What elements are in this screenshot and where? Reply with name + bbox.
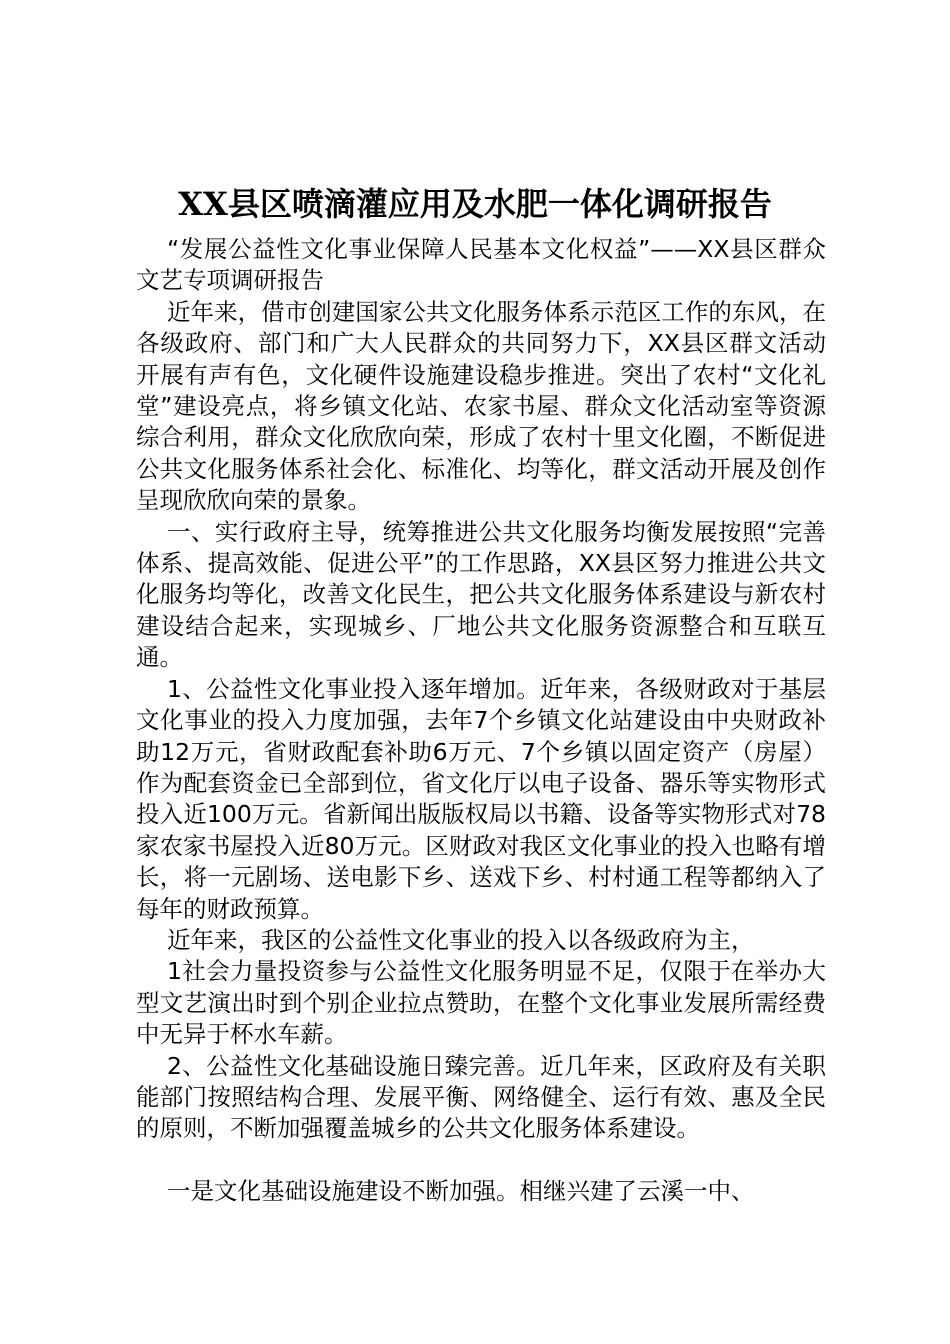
paragraph-investment: 近年来，我区的公益性文化事业的投入以各级政府为主，: [167, 925, 755, 954]
document-body: [136, 234, 826, 1207]
paragraph-intro: 近年来，借市创建国家公共文化服务体系示范区工作的东风，在各级政府、部门和广大人民群众的共同努力下，XX县区群文活动开展有声有色，文化硬件设施建设稳步推进。突出了农村“文化礼堂”建设亮点，将乡镇文化站、农家书屋、群众文化活动室等资源综合利用，群众文化欣欣向荣，形成了农村十里文化圈，不断促进公共文化服务体系社会化、标准化、均等化，群文活动开展及创作呈现欣欣向荣的景象。: [136, 297, 826, 515]
paragraph-section-one: 一、实行政府主导，统筹推进公共文化服务均衡发展按照“完善体系、提高效能、促进公平”的工作思路，XX县区努力推进公共文化服务均等化，改善文化民生，把公共文化服务体系建设与新农村建设结合起来，实现城乡、厂地公共文化服务资源整合和互联互通。: [136, 517, 826, 672]
paragraph-item-two: 2、公益性文化基础设施日臻完善。近几年来，区政府及有关职能部门按照结构合理、发展平衡、网络健全、运行有效、惠及全民的原则，不断加强覆盖城乡的公共文化服务体系建设。: [136, 1051, 826, 1143]
paragraph-social-investment: 1社会力量投资参与公益性文化服务明显不足，仅限于在举办大型文艺演出时到个别企业拉点赞助，在整个文化事业发展所需经费中无异于杯水车薪。: [136, 957, 826, 1049]
paragraph-infrastructure: 一是文化基础设施建设不断加强。相继兴建了云溪一中、: [167, 1176, 755, 1205]
document-title: XX县区喷滴灌应用及水肥一体化调研报告: [178, 185, 772, 223]
paragraph-subtitle: “发展公益性文化事业保障人民基本文化权益”——XX县区群众文艺专项调研报告: [136, 235, 826, 295]
paragraph-item-one: 1、公益性文化事业投入逐年增加。近年来，各级财政对于基层文化事业的投入力度加强，去年7个乡镇文化站建设由中央财政补助12万元，省财政配套补助6万元、7个乡镇以固定资产（房屋）作为配套资金已全部到位，省文化厅以电子设备、器乐等实物形式投入近100万元。省新闻出版版权局以书籍、设备等实物形式对78家农家书屋投入近80万元。区财政对我区文化事业的投入也略有增长，将一元剧场、送电影下乡、送戏下乡、村村通工程等都纳入了每年的财政预算。: [136, 674, 826, 923]
